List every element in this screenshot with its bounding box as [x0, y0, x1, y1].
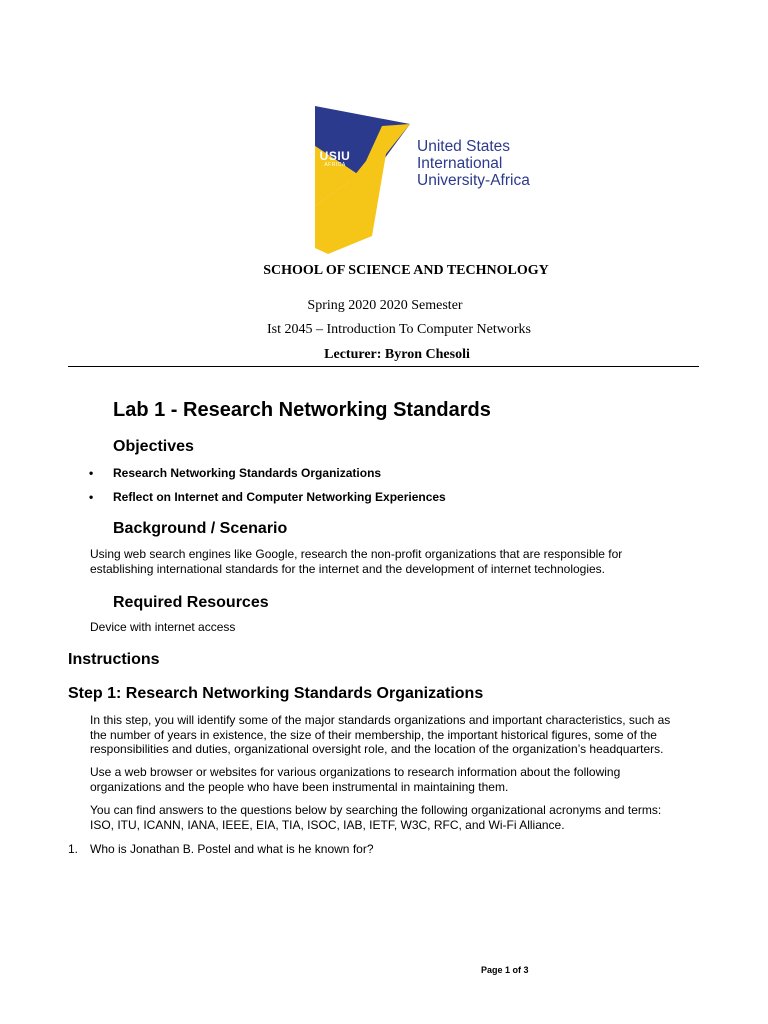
paragraph-line: In this step, you will identify some of the major standards organizations and important characteristics, such as	[90, 713, 671, 727]
paragraph-line: the number of years in existence, the size of their membership, the important historical figures, some of the	[90, 727, 657, 742]
paragraph-line: You can find answers to the questions below by searching the following organizational acronyms and terms:	[90, 803, 662, 817]
paragraph-line: ISO, ITU, ICANN, IANA, IEEE, EIA, TIA, ISOC, IAB, IETF, W3C, RFC, and Wi-Fi Alliance.	[90, 817, 565, 832]
resources-text: Device with internet access	[90, 620, 236, 634]
step1-paragraph-1	[90, 713, 670, 757]
paragraph-line: responsibilities and duties, organizational oversight role, and the location of the organization’s headquarters.	[90, 742, 664, 756]
objective-text: Reflect on Internet and Computer Networking Experiences	[113, 490, 446, 504]
paragraph-line: organizations and the people who have been instrumental in maintaining them.	[90, 779, 509, 794]
school-name: SCHOOL OF SCIENCE AND TECHNOLOGY	[263, 263, 549, 278]
list-item	[89, 489, 446, 513]
semester-line: Spring 2020 2020 Semester	[307, 298, 463, 313]
bullet-icon: •	[89, 490, 94, 504]
objective-text: Research Networking Standards Organizations	[113, 466, 382, 480]
paragraph-line: Using web search engines like Google, research the non-profit organizations that are responsible for	[90, 547, 623, 561]
logo-mark-text: USIU	[319, 149, 351, 163]
logo-line-1: United States	[417, 138, 511, 155]
logo-line-3: University-Africa	[417, 172, 530, 189]
step1-paragraph-2	[90, 765, 620, 794]
paragraph-line: Use a web browser or websites for various organizations to research information about the following	[90, 765, 621, 779]
background-heading: Background / Scenario	[113, 520, 288, 537]
paragraph-line: establishing international standards for the internet and the development of internet technologies.	[90, 561, 606, 576]
objectives-list	[89, 465, 446, 513]
question-number: 1.	[68, 842, 79, 856]
question-text: Who is Jonathan B. Postel and what is he known for?	[90, 842, 374, 856]
course-line: Ist 2045 – Introduction To Computer Networks	[267, 322, 531, 337]
step1-heading: Step 1: Research Networking Standards Organizations	[68, 685, 484, 702]
background-paragraph	[90, 547, 622, 576]
page-number: Page 1 of 3	[481, 965, 529, 975]
objectives-heading: Objectives	[113, 438, 194, 455]
header-divider	[68, 366, 699, 367]
question-1	[68, 842, 374, 857]
logo-mark-subtext: AFRICA	[324, 162, 346, 168]
logo-wordmark	[417, 138, 530, 189]
lab-title: Lab 1 - Research Networking Standards	[113, 399, 491, 421]
bullet-icon: •	[89, 466, 94, 480]
list-item	[89, 465, 446, 489]
step1-paragraph-3	[90, 803, 661, 832]
logo-mark	[315, 150, 355, 169]
instructions-heading: Instructions	[68, 651, 160, 668]
resources-heading: Required Resources	[113, 594, 269, 611]
lecturer-line: Lecturer: Byron Chesoli	[324, 347, 470, 362]
logo-line-2: International	[417, 155, 503, 172]
